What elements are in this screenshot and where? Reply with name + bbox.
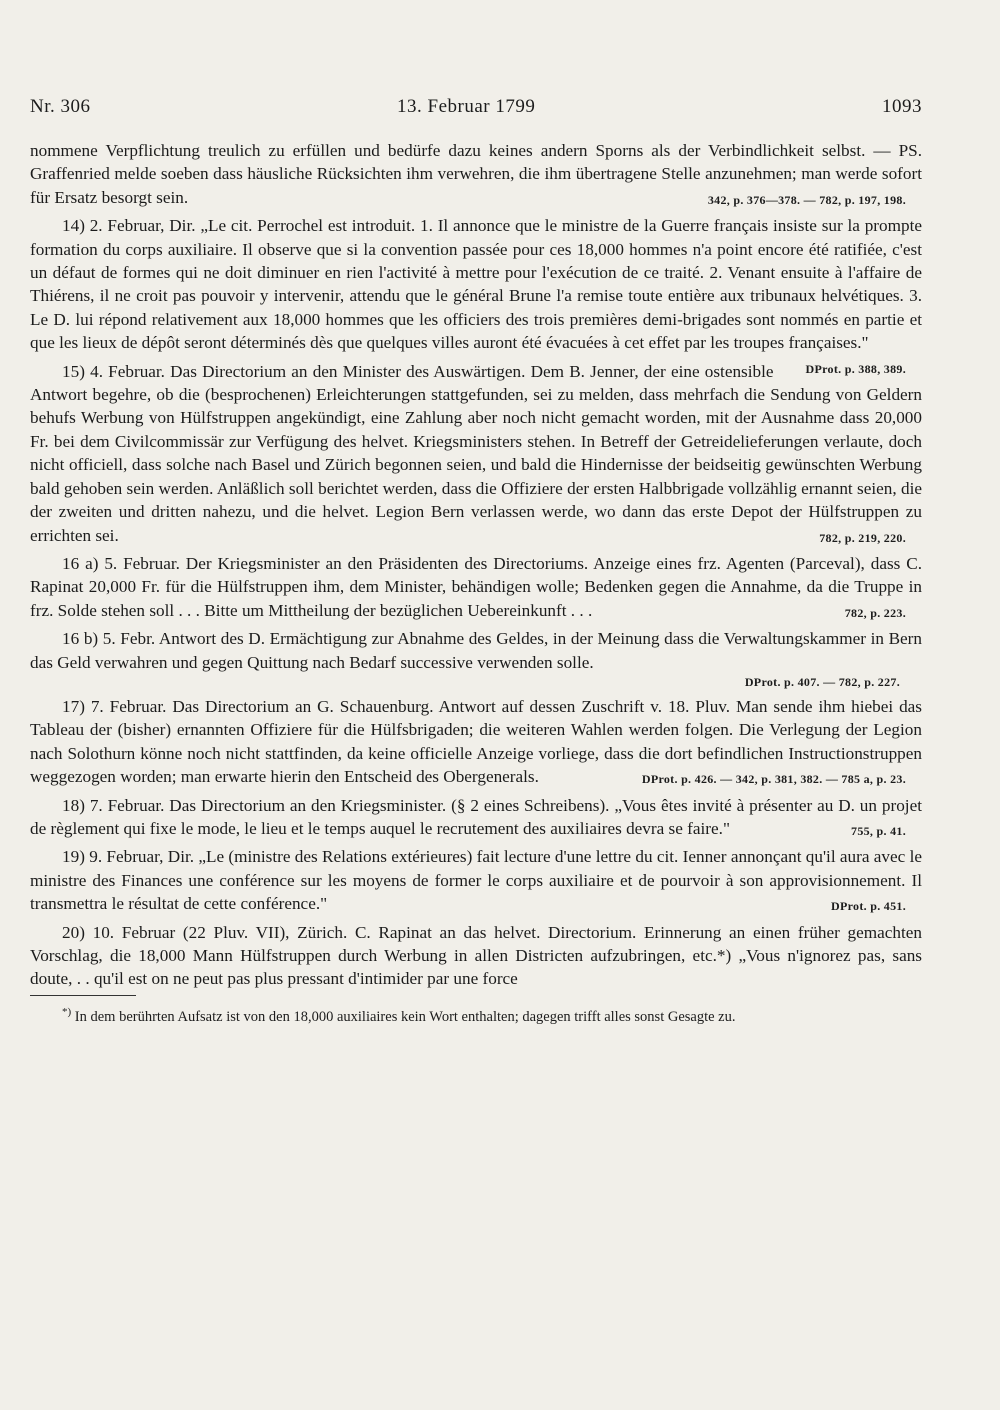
source-reference: 782, p. 223. xyxy=(844,605,906,620)
footnote-mark: *) xyxy=(62,1005,72,1018)
source-reference: DProt. p. 451. xyxy=(831,899,906,914)
entry-15 xyxy=(30,360,922,547)
paragraph-continuation xyxy=(30,139,922,209)
page-number: 1093 xyxy=(882,96,922,117)
entry-18 xyxy=(30,794,922,841)
entry-14 xyxy=(30,214,922,376)
source-reference: DProt. p. 388, 389. xyxy=(805,361,906,376)
body-text xyxy=(30,139,922,1027)
footnote-rule xyxy=(30,995,136,996)
footnote xyxy=(30,1002,922,1027)
page-header xyxy=(30,96,922,126)
paragraph-text: 14) 2. Februar, Dir. „Le cit. Perrochel est introduit. 1. Il annonce que le ministre de la Guerre français insiste sur la prompte formation du corps auxiliaire. Il observe que si la convention passée pour ces 18,000 hommes n'a point encore été ratifiée, c'est un défaut de formes qui ne doit diminuer en rien l'activité à mettre pour l'exécution de ce traité. 2. Venant ensuite à l'affaire de Thiérens, il ne croit pas pouvoir y intervenir, attendu que le général Brune l'a remise toute entière aux tribunaux helvétiques. 3. Le D. lui répond relativement aux 18,000 hommes que les officiers des trois premières demi-brigades sont nommés en partie et que les lieux de dépôt seront déterminés dès que quelques villes auront été évacuées à cet effet par les troupes françaises." xyxy=(30,216,922,353)
entry-20 xyxy=(30,921,922,991)
paragraph-text: 16 a) 5. Februar. Der Kriegsminister an den Präsidenten des Directoriums. Anzeige eines frz. Agenten (Parceval), dass C. Rapinat 20,000 Fr. für die Hülfstruppen ihm, dem Minister, behändigen wolle; Bedenken gegen die Annahme, da die Truppe in frz. Solde stehen soll . . . Bitte um Mittheilung der bezüglichen Uebereinkunft . . . xyxy=(30,553,922,620)
source-reference: 782, p. 219, 220. xyxy=(819,530,906,545)
entry-16b xyxy=(30,627,922,674)
document-number: Nr. 306 xyxy=(30,96,91,117)
paragraph-text: 17) 7. Februar. Das Directorium an G. Schauenburg. Antwort auf dessen Zuschrift v. 18. Pluv. Man sende ihm hiebei das Tableau der (bisher) ernannten Offiziere für die Hülfsbrigaden; die weiteren Wahlen werden folgen. Die Verlegung der Legion nach Solothurn könne noch nicht stattfinden, da keine officielle Anzeige vorliege, dass die dort befindlichen Instructionstruppen weggezogen worden; man erwarte hierin den Entscheid des Obergenerals. xyxy=(30,696,922,787)
paragraph-text: 18) 7. Februar. Das Directorium an den Kriegsminister. (§ 2 eines Schreibens). „Vous êtes invité à présenter au D. un projet de règlement qui fixe le mode, le lieu et le temps auquel le recrutement des auxiliaires devra se faire." xyxy=(30,795,922,838)
paragraph-text: nommene Verpflichtung treulich zu erfüllen und bedürfe dazu keines andern Sporns als der Verbindlichkeit selbst. — PS. Graffenried melde soeben dass häusliche Rücksichten ihm verwehren, die ihm übertragene Stelle anzunehmen; man werde sofort für Ersatz besorgt sein. xyxy=(30,141,922,207)
paragraph-text: 16 b) 5. Febr. Antwort des D. Ermächtigung zur Abnahme des Geldes, in der Meinung dass die Verwaltungskammer in Bern das Geld verwahren und gegen Quittung nach Bedarf successive verwenden solle. xyxy=(30,629,922,672)
paragraph-text: 15) 4. Februar. Das Directorium an den Minister des Auswärtigen. Dem B. Jenner, der eine ostensible Antwort begehre, ob die (besprochenen) Erleichterungen stattgefunden, sei zu melden, dass mehrfach die Sendung von Geldern behufs Werbung von Hülfstruppen angekündigt, eine Zahlung aber noch nicht gemacht worden, mit der Ausnahme dass 20,000 Fr. bei dem Civilcommissär zur Verfügung des helvet. Kriegsministers stehen. In Betreff der Getreidelieferungen verlaute, doch nicht officiell, dass solche nach Basel und Zürich begonnen seien, und bald die Hindernisse der beidseitig gewünschten Werbung bald gehoben sein werden. Anläßlich soll berichtet werden, dass die Offiziere der ersten Halbbrigade vollzählig ernannt seien, die der zweiten und dritten nahezu, und die helvet. Legion Bern verlassen werde, wo dann das erste Depot der Hülfstruppen zu errichten sei. xyxy=(30,361,922,545)
source-reference: DProt. p. 407. — 782, p. 227. xyxy=(744,674,900,689)
header-date: 13. Februar 1799 xyxy=(397,96,536,117)
paragraph-text: 20) 10. Februar (22 Pluv. VII), Zürich. C. Rapinat an das helvet. Directorium. Erinnerung an einen früher gemachten Vorschlag, die 18,000 Mann Hülfstruppen durch Werbung in allen Districten aufzubringen, etc.*) „Vous n'ignorez pas, sans doute, . . qu'il est on ne peut pas plus pressant d'intimider par une force xyxy=(30,922,922,989)
source-reference: 342, p. 376—378. — 782, p. 197, 198. xyxy=(707,192,906,207)
source-reference: DProt. p. 426. — 342, p. 381, 382. — 785 a, p. 23. xyxy=(641,772,906,787)
paragraph-text: 19) 9. Februar, Dir. „Le (ministre des Relations extérieures) fait lecture d'une lettre du cit. Ienner annonçant qu'il aura avec le ministre des Finances une conférence sur les moyens de former le corps auxiliaire et de pourvoir à son approvisionnement. Il transmettra le résultat de cette conférence." xyxy=(30,847,922,914)
footnote-text: In dem berührten Aufsatz ist von den 18,000 auxiliaires kein Wort enthalten; dagegen trifft alles sonst Gesagte zu. xyxy=(74,1008,736,1025)
entry-17 xyxy=(30,695,922,789)
document-page xyxy=(30,96,922,1027)
source-reference: 755, p. 41. xyxy=(851,823,906,838)
entry-19 xyxy=(30,845,922,915)
entry-16a xyxy=(30,552,922,622)
